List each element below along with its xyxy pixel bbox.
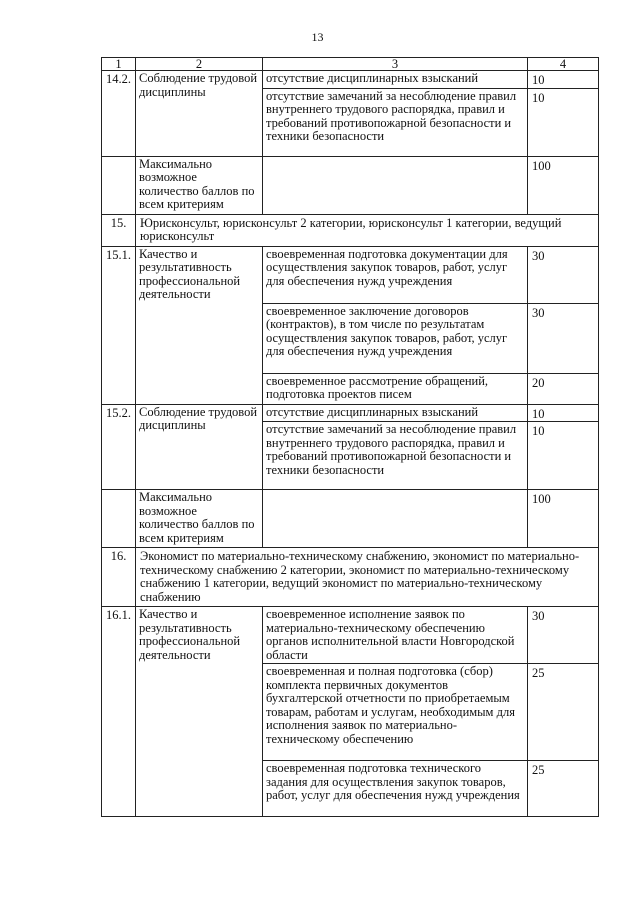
score-cell: 10 (528, 88, 599, 156)
page-number: 13 (311, 30, 324, 44)
section-number: 15. (102, 214, 136, 246)
row-number: 15.2. (102, 404, 136, 490)
score-cell: 10 (528, 71, 599, 89)
indicator-cell: отсутствие замечаний за несоблюдение правил внутреннего трудового распорядка, правил и требований противопожарной безопасности и техники безопасности (263, 88, 528, 156)
criterion-cell: Качество и результативность профессиональной деятельности (136, 246, 263, 404)
max-score-label: Максимально возможное количество баллов по всем критериям (136, 156, 263, 214)
section-row (102, 214, 599, 246)
score-cell: 25 (528, 664, 599, 761)
row-number: 15.1. (102, 246, 136, 404)
score-cell: 10 (528, 422, 599, 490)
score-cell: 20 (528, 373, 599, 404)
table-row (102, 607, 599, 664)
criterion-cell: Качество и результативность профессиональной деятельности (136, 607, 263, 817)
table-row (102, 404, 599, 422)
score-cell: 10 (528, 404, 599, 422)
max-score-value: 100 (528, 490, 599, 548)
indicator-cell: своевременная подготовка документации для осуществления закупок товаров, работ, услуг для обеспечения нужд учреждения (263, 246, 528, 303)
indicator-cell: своевременное исполнение заявок по материально-техническому обеспечению органов исполнительной власти Новгородской области (263, 607, 528, 664)
row-number: 16.1. (102, 607, 136, 817)
header-cell: 2 (136, 58, 263, 71)
max-score-value: 100 (528, 156, 599, 214)
section-number: 16. (102, 548, 136, 607)
header-cell: 4 (528, 58, 599, 71)
indicator-cell: своевременное заключение договоров (контрактов), в том числе по результатам осуществления закупок товаров, работ, услуг для обеспечения нужд учреждения (263, 303, 528, 373)
section-title: Юрисконсульт, юрисконсульт 2 категории, юрисконсульт 1 категории, ведущий юрисконсульт (136, 214, 599, 246)
section-row (102, 548, 599, 607)
criterion-cell: Соблюдение трудовой дисциплины (136, 404, 263, 490)
indicator-cell: отсутствие дисциплинарных взысканий (263, 71, 528, 89)
table-row (102, 490, 599, 548)
indicator-cell: своевременная подготовка технического задания для осуществления закупок товаров, работ, услуг для обеспечения нужд учреждения (263, 761, 528, 817)
section-title: Экономист по материально-техническому снабжению, экономист по материально-техническому снабжению 2 категории, экономист по материально-техническому снабжению 1 категории, ведущий экономист по материально-техническому снабжению (136, 548, 599, 607)
table-row (102, 156, 599, 214)
score-cell: 30 (528, 607, 599, 664)
table-header-row (102, 58, 599, 71)
indicator-cell: отсутствие дисциплинарных взысканий (263, 404, 528, 422)
row-number: 14.2. (102, 71, 136, 157)
max-score-label: Максимально возможное количество баллов по всем критериям (136, 490, 263, 548)
indicator-cell: отсутствие замечаний за несоблюдение правил внутреннего трудового распорядка, правил и требований противопожарной безопасности и техники безопасности (263, 422, 528, 490)
indicator-cell: своевременное рассмотрение обращений, подготовка проектов писем (263, 373, 528, 404)
criterion-cell: Соблюдение трудовой дисциплины (136, 71, 263, 157)
score-cell: 25 (528, 761, 599, 817)
indicator-cell: своевременная и полная подготовка (сбор) комплекта первичных документов бухгалтерской отчетности по приобретаемым товарам, работам и услугам, необходимым для исполнения заявок по материально-техническому обеспечению (263, 664, 528, 761)
header-cell: 1 (102, 58, 136, 71)
score-cell: 30 (528, 303, 599, 373)
table-row (102, 246, 599, 303)
criteria-table (101, 57, 599, 817)
table-row (102, 71, 599, 89)
header-cell: 3 (263, 58, 528, 71)
score-cell: 30 (528, 246, 599, 303)
